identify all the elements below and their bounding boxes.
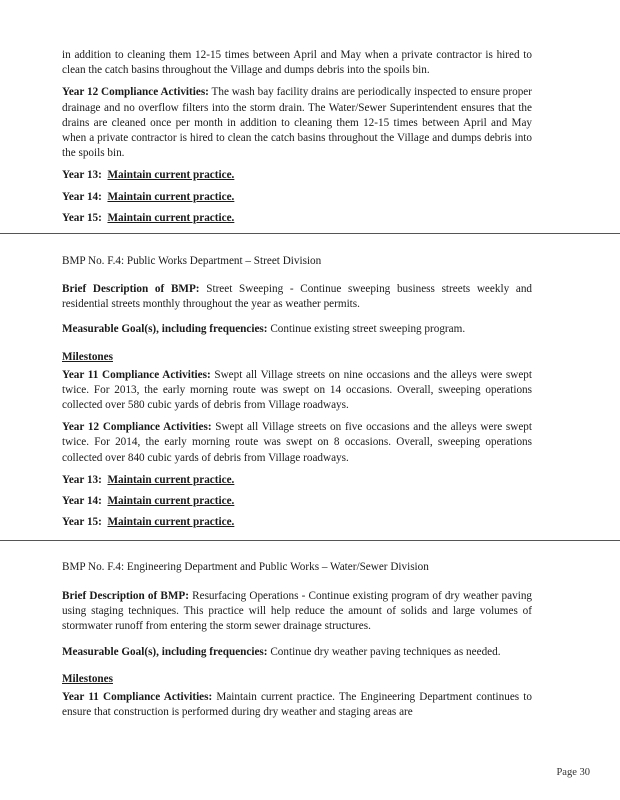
year12-label: Year 12 Compliance Activities: (62, 421, 212, 434)
description-paragraph (62, 282, 532, 312)
year15-text: Maintain current practice. (107, 516, 235, 529)
year11-label: Year 11 Compliance Activities: (62, 690, 213, 703)
engineering-section (62, 560, 532, 720)
milestones-heading: Milestones (62, 672, 113, 685)
year12-paragraph (62, 85, 532, 161)
year11-paragraph (62, 690, 532, 720)
goal-text: Continue existing street sweeping program. (267, 323, 466, 336)
year15-text: Maintain current practice. (107, 211, 235, 224)
section-title: BMP No. F.4: Public Works Department – Street Division (62, 255, 322, 267)
year13-text: Maintain current practice. (107, 473, 235, 486)
goal-label: Measurable Goal(s), including frequencies: (62, 323, 268, 336)
continuation-paragraph: in addition to cleaning them 12-15 times between April and May when a private contractor is hired to clean the catch basins throughout the Village and dumps debris into the spoils bin. (62, 49, 532, 77)
year13-label: Year 13: (62, 473, 102, 486)
year11-paragraph (62, 368, 532, 414)
description-text: Street Sweeping - Continue sweeping business streets weekly and residential streets monthly throughout the year as weather permits. (62, 283, 533, 311)
goal-label: Measurable Goal(s), including frequencies: (62, 645, 268, 658)
street-section (62, 254, 532, 536)
description-text: Resurfacing Operations - Continue existing program of dry weather paving using staging techniques. This practice will help reduce the amount of solids and large volumes of stormwater runoff from entering the storm sewer drainage structures. (62, 590, 533, 633)
description-label: Brief Description of BMP: (62, 283, 200, 295)
year11-text: Maintain current practice. The Engineering Department continues to ensure that construction is performed during dry weather and staging areas are (62, 690, 533, 719)
year15-label: Year 15: (62, 211, 102, 224)
goal-paragraph (62, 645, 532, 660)
year14-label: Year 14: (62, 190, 102, 203)
milestones-heading: Milestones (62, 350, 113, 363)
section-title: BMP No. F.4: Engineering Department and Public Works – Water/Sewer Division (62, 561, 429, 573)
year12-paragraph (62, 420, 532, 466)
year14-text: Maintain current practice. (107, 495, 235, 508)
year15-line (62, 515, 532, 530)
section-divider (0, 540, 620, 541)
year14-text: Maintain current practice. (107, 190, 235, 203)
year11-label: Year 11 Compliance Activities: (62, 368, 211, 381)
top-section (62, 48, 532, 232)
year12-text: Swept all Village streets on five occasions and the alleys were swept twice. For 2014, the early morning route was swept on 8 occasions. Overall, sweeping operations collected over 840 cubic yards of debris from Village roadways. (62, 421, 532, 464)
year12-text: The wash bay facility drains are periodically inspected to ensure proper drainage and no overflow filters into the storm drain. The Water/Sewer Superintendent ensures that the drains are cleaned once per month in addition to cleaning them 12-15 times between April and May when a private contractor is hired to clean the catch basins throughout the Village and dumps debris into the spoils bin. (62, 86, 532, 160)
year13-line (62, 168, 532, 183)
year14-line (62, 190, 532, 205)
year15-line (62, 211, 532, 226)
goal-text: Continue dry weather paving techniques as needed. (267, 645, 501, 658)
year13-label: Year 13: (62, 169, 102, 182)
year13-line (62, 473, 532, 488)
section-divider (0, 233, 620, 234)
page-number: Page 30 (556, 767, 590, 778)
goal-paragraph (62, 322, 532, 337)
description-label: Brief Description of BMP: (62, 590, 189, 602)
year14-label: Year 14: (62, 495, 102, 508)
year14-line (62, 494, 532, 509)
year15-label: Year 15: (62, 516, 102, 529)
description-paragraph (62, 589, 532, 635)
year12-label: Year 12 Compliance Activities: (62, 86, 209, 99)
year11-text: Swept all Village streets on nine occasions and the alleys were swept twice. For 2013, the early morning route was swept on 14 occasions. Overall, sweeping operations collected over 580 cubic yards of debris from Village roadways. (62, 368, 532, 412)
year13-text: Maintain current practice. (107, 169, 235, 182)
